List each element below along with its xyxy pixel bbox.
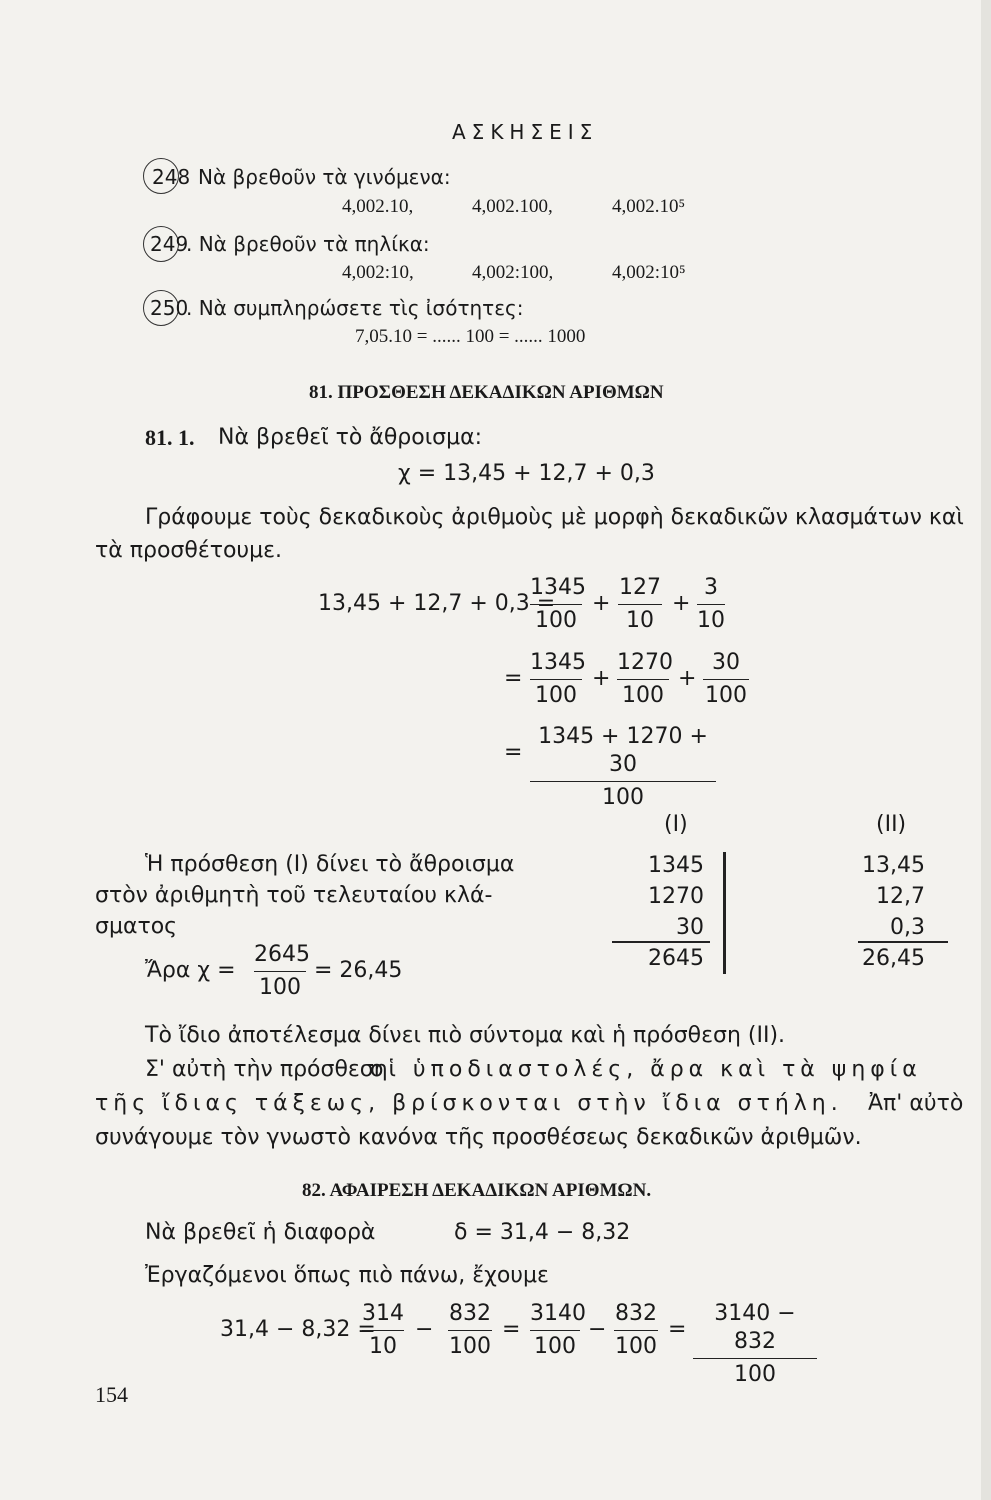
exercise-249-number: 249	[150, 232, 189, 256]
fraction-1345-100: 1345 100	[530, 650, 586, 708]
plus-sign: +	[672, 591, 691, 616]
paragraph-line: Σ' αὐτὴ τὴν πρόσθεση	[145, 1057, 388, 1082]
exercise-249-item-2: 4,002:100,	[472, 262, 554, 283]
exercise-248-item-1: 4,002.10,	[342, 196, 414, 217]
exercises-heading: ΑΣΚΗΣΕΙΣ	[452, 120, 599, 144]
section-81-title: 81. ΠΡΟΣΘΕΣΗ ΔΕΚΑΔΙΚΩΝ ΑΡΙΘΜΩΝ	[309, 382, 664, 403]
addition-column-1	[600, 850, 704, 974]
paragraph-81-1-number: 81. 1.	[145, 425, 195, 450]
exercise-249-item-1: 4,002:10,	[342, 262, 414, 283]
column-divider	[723, 852, 726, 974]
fraction-30-100: 30 100	[705, 650, 747, 708]
minus-sign: −	[415, 1317, 434, 1342]
addition-explanation-line: Ἡ πρόσθεση (I) δίνει τὸ ἄθροισμα	[145, 852, 515, 877]
sum-total: 26,45	[862, 946, 925, 971]
equals-sign: =	[504, 666, 523, 691]
fraction-combined-sum: 1345 + 1270 + 30 100	[530, 723, 716, 812]
paragraph-line: τὰ προσθέτουμε.	[95, 538, 283, 563]
equals-sign: =	[668, 1317, 687, 1342]
sum-rule	[612, 941, 710, 943]
paragraph-spaced-emphasis: τῆς ἴδιας τάξεως, βρίσκονται στὴν ἴδια στήλη.	[95, 1091, 843, 1116]
fraction-2645-100: 2645 100	[254, 942, 310, 1000]
exercise-249-item-3: 4,002:10⁵	[612, 262, 686, 283]
paragraph-line: Ἀπ' αὐτὸ	[868, 1091, 964, 1116]
exercise-248-item-3: 4,002.10⁵	[612, 196, 686, 217]
fraction-3140-100: 3140 100	[530, 1301, 586, 1359]
paragraph-spaced-emphasis: οἱ ὑποδιαστολές, ἄρα καὶ τὰ ψηφία	[370, 1057, 922, 1082]
fraction-832-100: 832 100	[615, 1301, 657, 1359]
exercise-248-item-2: 4,002.100,	[472, 196, 553, 217]
fraction-127-10: 127 10	[619, 575, 661, 633]
addition-explanation-line: σματος	[95, 914, 178, 939]
sum-rule	[858, 941, 948, 943]
difference-equation: δ = 31,4 − 8,32	[454, 1220, 631, 1245]
difference-lhs: 31,4 − 8,32 =	[220, 1317, 376, 1342]
column-2-heading: (II)	[876, 812, 907, 837]
paragraph-line: Γράφουμε τοὺς δεκαδικοὺς ἀριθμοὺς μὲ μορφὴ δεκαδικῶν κλασμάτων καὶ	[145, 505, 964, 530]
fraction-1345-100: 1345 100	[530, 575, 586, 633]
fraction-1270-100: 1270 100	[617, 650, 673, 708]
ara-result: = 26,45	[314, 958, 403, 983]
addend: 30	[676, 915, 704, 940]
exercise-248-text: Νὰ βρεθοῦν τὰ γινόμενα:	[198, 165, 451, 189]
addend: 13,45	[862, 853, 925, 878]
exercise-250-text: . Νὰ συμπληρώσετε τὶς ἰσότητες:	[186, 296, 524, 320]
difference-prompt: Νὰ βρεθεῖ ἡ διαφορὰ	[145, 1220, 376, 1245]
exercise-250-equation: 7,05.10 = ...... 100 = ...... 1000	[355, 326, 586, 347]
addition-column-2	[820, 850, 925, 974]
addend: 1345	[648, 853, 704, 878]
fraction-832-100: 832 100	[449, 1301, 491, 1359]
section-82-title: 82. ΑΦΑΙΡΕΣΗ ΔΕΚΑΔΙΚΩΝ ΑΡΙΘΜΩΝ.	[302, 1180, 652, 1201]
addend: 1270	[648, 884, 704, 909]
paragraph-line: Ἐργαζόμενοι ὅπως πιὸ πάνω, ἔχουμε	[145, 1263, 549, 1288]
equation-x-sum: χ = 13,45 + 12,7 + 0,3	[398, 461, 655, 486]
fraction-3-10: 3 10	[697, 575, 725, 633]
paragraph-line: Τὸ ἴδιο ἀποτέλεσμα δίνει πιὸ σύντομα καὶ ἡ πρόσθεση (II).	[145, 1023, 786, 1048]
minus-sign: −	[588, 1317, 607, 1342]
exercise-250-number: 250	[150, 296, 189, 320]
equals-sign: =	[502, 1317, 521, 1342]
plus-sign: +	[592, 666, 611, 691]
exercise-248-number: 248	[152, 165, 191, 189]
plus-sign: +	[678, 666, 697, 691]
fraction-314-10: 314 10	[362, 1301, 404, 1359]
fraction-difference: 3140 − 832 100	[693, 1300, 817, 1389]
addition-explanation-line: στὸν ἀριθμητὴ τοῦ τελευταίου κλά-	[95, 883, 493, 908]
page-edge	[981, 0, 991, 1500]
ara-label: Ἄρα χ =	[145, 958, 236, 983]
page-number: 154	[95, 1382, 128, 1407]
paragraph-81-1-text: Νὰ βρεθεῖ τὸ ἄθροισμα:	[218, 425, 483, 450]
sum-total: 2645	[648, 946, 704, 971]
exercise-249-text: . Νὰ βρεθοῦν τὰ πηλίκα:	[186, 232, 430, 256]
equals-sign: =	[504, 740, 523, 765]
plus-sign: +	[592, 591, 611, 616]
paragraph-line: συνάγουμε τὸν γνωστὸ κανόνα τῆς προσθέσεως δεκαδικῶν ἀριθμῶν.	[95, 1125, 862, 1150]
addend: 12,7	[876, 884, 925, 909]
column-1-heading: (I)	[664, 812, 688, 837]
sum-lhs: 13,45 + 12,7 + 0,3 =	[318, 591, 556, 616]
addend: 0,3	[890, 915, 925, 940]
